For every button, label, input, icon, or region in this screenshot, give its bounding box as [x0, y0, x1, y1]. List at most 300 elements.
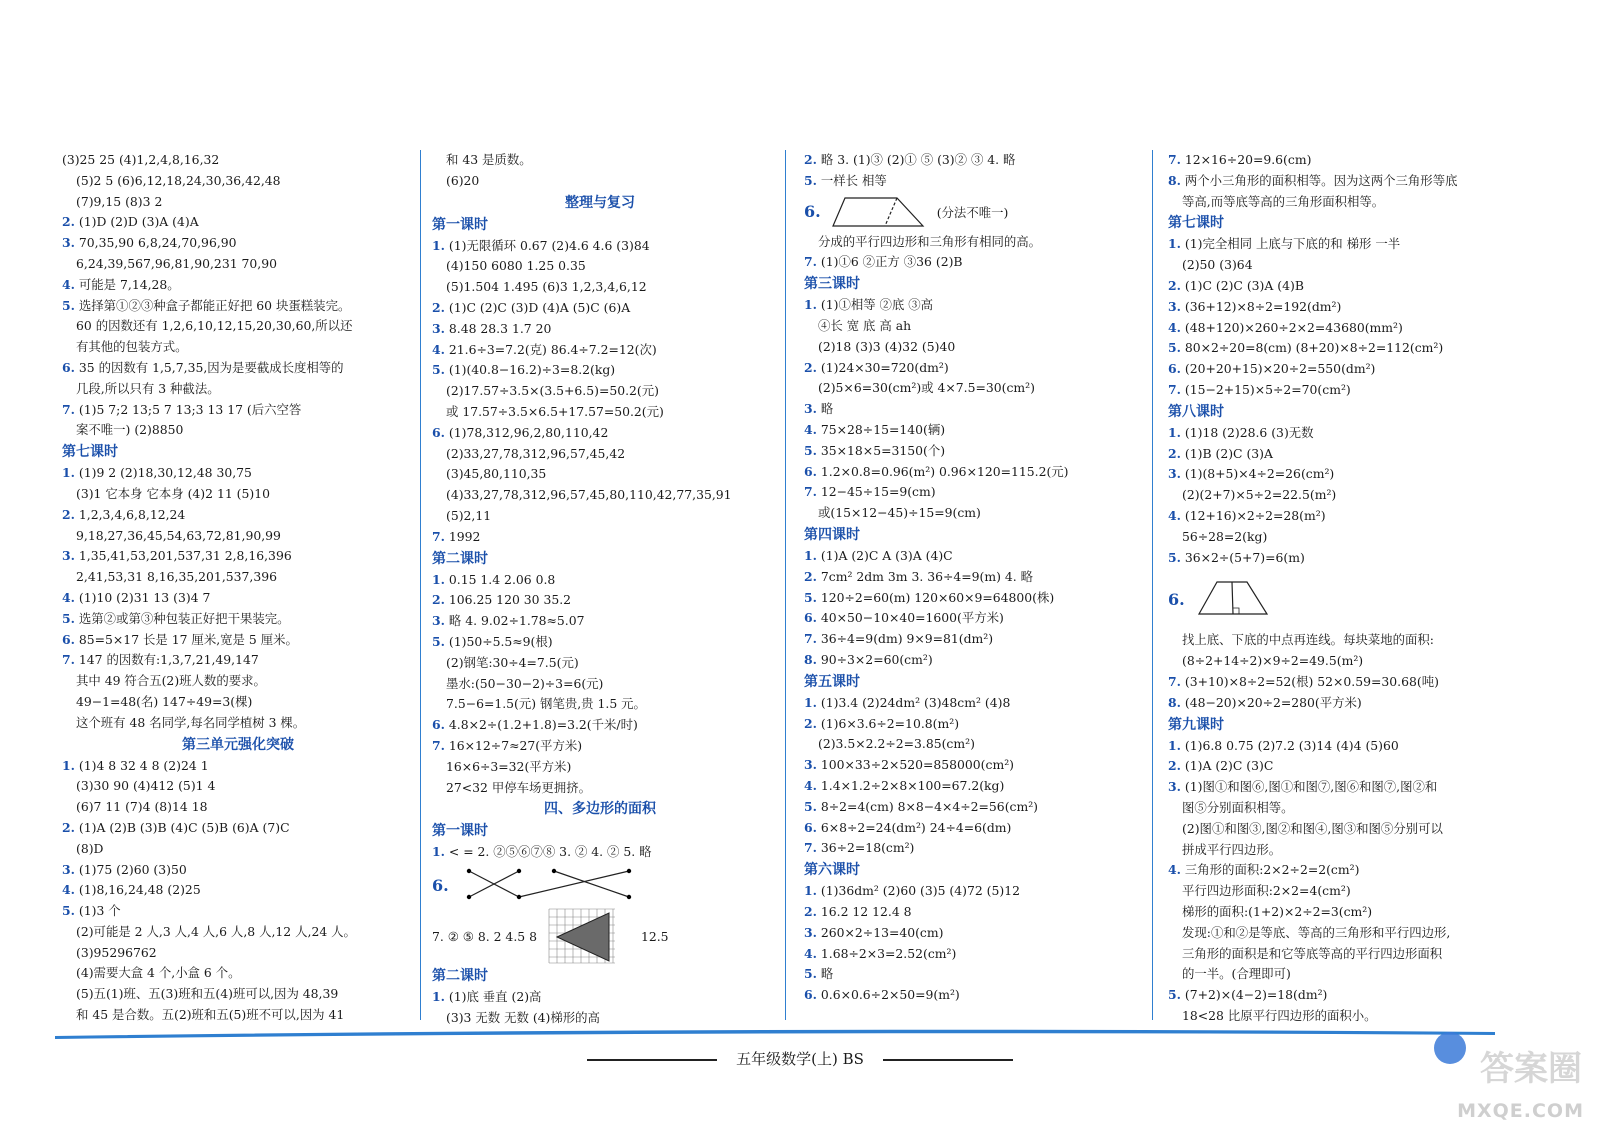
- answer-text: (15−2+15)×5÷2=70(cm²): [1184, 381, 1351, 397]
- answer-line: [1168, 964, 1540, 985]
- answer-line: [432, 150, 768, 171]
- answer-text: (8)D: [76, 840, 104, 856]
- answer-text: 略 4. 9.02÷1.78≈5.07: [448, 613, 585, 629]
- answer-line: [62, 839, 414, 860]
- answer-line: [1168, 234, 1540, 255]
- question-number: 6.: [1168, 589, 1185, 609]
- question-number: 7.: [804, 631, 817, 647]
- answer-line: [62, 860, 414, 881]
- answer-text: 和 43 是质数。: [446, 152, 532, 167]
- answer-line: [62, 484, 414, 505]
- answer-line: [804, 693, 1144, 714]
- answer-text: 36÷4=9(dm) 9×9=81(dm²): [820, 631, 994, 647]
- answer-text: 40×50−10×40=1600(平方米): [820, 610, 1004, 626]
- answer-text: 一样长 相等: [820, 172, 887, 188]
- answer-line: [62, 650, 414, 671]
- answer-text: 图⑤分别面积相等。: [1182, 799, 1294, 815]
- answer-line: [1168, 819, 1540, 840]
- answer-line: [804, 546, 1144, 567]
- answer-text: 16×6÷3=32(平方米): [446, 758, 572, 774]
- answer-line: [804, 567, 1144, 588]
- answer-text: (1)图①和图⑥,图①和图⑦,图⑥和图⑦,图②和: [1184, 779, 1438, 795]
- answer-line: [62, 818, 414, 839]
- answer-text: (1)①6 ②正方 ③36 (2)B: [820, 254, 963, 270]
- answer-text: (1)3.4 (2)24dm² (3)48cm² (4)8: [820, 694, 1011, 710]
- question-number: 7.: [432, 737, 445, 753]
- answer-line: [804, 755, 1144, 776]
- question-number: 1.: [804, 547, 817, 563]
- answer-text: 或(15×12−45)÷15=9(cm): [818, 505, 981, 521]
- answer-text: 16.2 12 12.4 8: [820, 903, 912, 919]
- question-number: 8.: [804, 651, 817, 667]
- answer-line: [432, 319, 768, 340]
- answer-text: (6)7 11 (7)4 (8)14 18: [76, 799, 208, 815]
- answer-line: [62, 526, 414, 547]
- answer-text: 其中 49 符合五(2)班人数的要求。: [76, 673, 266, 689]
- answer-line: [1168, 630, 1540, 651]
- answer-text: (3)30 90 (4)412 (5)1 4: [76, 778, 216, 794]
- answer-line: [62, 963, 414, 984]
- answer-text: (1)D (2)D (3)A (4)A: [78, 214, 199, 230]
- answer-text: (1)50÷5.5≈9(根): [448, 633, 553, 649]
- watermark-logo: [1410, 1020, 1590, 1130]
- answer-text: (3)45,80,110,35: [446, 466, 547, 482]
- answer-line: [62, 379, 414, 400]
- answer-line: [432, 715, 768, 736]
- question-number: 7.: [804, 254, 817, 270]
- question-number: 3.: [1168, 466, 1181, 482]
- question-number: 7.: [804, 840, 817, 856]
- watermark-text: MXQE.COM: [1457, 1100, 1584, 1122]
- answer-text: 75×28÷15=140(辆): [820, 421, 946, 437]
- answer-line: [1168, 444, 1540, 465]
- answer-line: [1168, 860, 1540, 881]
- answer-text: ④长 宽 底 高 ah: [818, 317, 912, 333]
- answer-line: [1168, 318, 1540, 339]
- question-number: 5.: [804, 442, 817, 458]
- answer-line: [1168, 150, 1540, 171]
- answer-text: (20+20+15)×20÷2=550(dm²): [1184, 361, 1376, 377]
- question-number: 3.: [1168, 298, 1181, 314]
- answer-text: 8÷2=4(cm) 8×8−4×4÷2=56(cm²): [820, 798, 1039, 814]
- answer-line: [432, 632, 768, 653]
- question-number: 3.: [62, 548, 75, 564]
- question-number: 1.: [62, 757, 75, 773]
- answer-text: 平行四边形面积:2×2=4(cm²): [1182, 883, 1351, 899]
- question-number: 6.: [804, 819, 817, 835]
- answer-line: [804, 171, 1144, 192]
- answer-line: [62, 192, 414, 213]
- section-heading: 第三课时: [804, 276, 860, 293]
- answer-line: [804, 902, 1144, 923]
- q7-q8-row: [432, 907, 768, 965]
- q6-parallelogram-figure: [804, 192, 1144, 232]
- question-number: 1.: [432, 989, 445, 1005]
- answer-text: (1)78,312,96,2,80,110,42: [448, 424, 609, 440]
- answer-line: [62, 150, 414, 171]
- answer-text: (1)5 7;2 13;5 7 13;3 13 17 (后六空答: [78, 401, 302, 417]
- answer-line: [62, 316, 414, 337]
- answer-line: [1168, 192, 1540, 213]
- question-number: 1.: [804, 883, 817, 899]
- answer-text: 60 的因数还有 1,2,6,10,12,15,20,30,60,所以还: [76, 318, 353, 334]
- answer-text: 有其他的包装方式。: [76, 339, 188, 355]
- answer-text: 7cm² 2dm 3m 3. 36÷4=9(m) 4. 略: [820, 568, 1034, 584]
- answer-text: 80×2÷20=8(cm) (8+20)×8÷2=112(cm²): [1184, 340, 1444, 356]
- answer-text: 147 的因数有:1,3,7,21,49,147: [78, 652, 259, 668]
- answer-line: [62, 171, 414, 192]
- answer-line: [432, 340, 768, 361]
- question-number: 2.: [804, 359, 817, 375]
- question-number: 4.: [1168, 507, 1181, 523]
- answer-line: [432, 485, 768, 506]
- footer-rule-right: [883, 1059, 1013, 1061]
- answer-line: [62, 296, 414, 317]
- answer-line: [804, 818, 1144, 839]
- answer-text: (48+120)×260÷2×2=43680(mm²): [1184, 319, 1403, 335]
- answer-text: (6)20: [446, 172, 480, 188]
- column-divider: [785, 150, 786, 1020]
- answer-text: 案不唯一) (2)8850: [76, 422, 184, 438]
- question-number: 4.: [804, 777, 817, 793]
- answer-text: 8.48 28.3 1.7 20: [448, 320, 552, 336]
- question-number: 2.: [62, 506, 75, 522]
- answer-text: 35 的因数有 1,5,7,35,因为是要截成长度相等的: [78, 359, 344, 375]
- matching-lines-diagram: [459, 865, 659, 905]
- section-heading: 第五课时: [804, 673, 860, 690]
- question-number: 2.: [1168, 445, 1181, 461]
- question-number: 2.: [432, 299, 445, 315]
- answer-text: (2)33,27,78,312,96,57,45,42: [446, 445, 626, 461]
- section-heading: 第二课时: [432, 550, 488, 567]
- question-number: 4.: [804, 421, 817, 437]
- question-number: 6.: [804, 202, 821, 222]
- answer-line: [804, 503, 1144, 524]
- question-number: 3.: [804, 924, 817, 940]
- question-number: 6.: [804, 610, 817, 626]
- answer-line: [804, 838, 1144, 859]
- question-number: 5.: [432, 362, 445, 378]
- answer-line: [432, 506, 768, 527]
- question-number: 4.: [1168, 862, 1181, 878]
- q7-answer: 7. ② ⑤ 8. 2 4.5 8: [432, 928, 537, 944]
- answer-text: 56÷28=2(kg): [1182, 528, 1268, 544]
- answer-text: (2)可能是 2 人,3 人,4 人,6 人,8 人,12 人,24 人。: [76, 923, 356, 939]
- answer-line: [62, 797, 414, 818]
- answer-text: (1)(8+5)×4÷2=26(cm²): [1184, 466, 1335, 482]
- q6-trapezoid-figure: [1168, 568, 1540, 630]
- answer-line: [804, 776, 1144, 797]
- answer-line: [432, 256, 768, 277]
- answer-text: 分成的平行四边形和三角形有相同的高。: [818, 233, 1042, 249]
- answer-text: 120÷2=60(m) 120×60×9=64800(株): [820, 589, 1055, 605]
- answer-text: (1)C (2)C (3)D (4)A (5)C (6)A: [448, 299, 631, 315]
- section-heading: 第三单元强化突破: [182, 736, 294, 753]
- answer-text: 21.6÷3=7.2(克) 86.4÷7.2=12(次): [448, 341, 657, 357]
- question-number: 6.: [62, 631, 75, 647]
- answer-line: [1168, 693, 1540, 714]
- answer-line: [62, 880, 414, 901]
- answer-line: [804, 295, 1144, 316]
- question-number: 8.: [1168, 694, 1181, 710]
- answer-line: [804, 462, 1144, 483]
- answer-text: (2)17.57÷3.5×(3.5+6.5)=50.2(元): [446, 383, 659, 399]
- answer-line: [432, 570, 768, 591]
- footer-title: [0, 1048, 1600, 1069]
- question-number: 7.: [804, 484, 817, 500]
- answer-line: [432, 277, 768, 298]
- answer-text: (36+12)×8÷2=192(dm²): [1184, 298, 1342, 314]
- answer-text: < = 2. ②⑤⑥⑦⑧ 3. ② 4. ② 5. 略: [448, 844, 652, 860]
- q8-answer-tail: 12.5: [640, 928, 669, 944]
- answer-text: (2)图①和图③,图②和图④,图③和图⑤分别可以: [1182, 820, 1443, 836]
- answer-line: [1168, 985, 1540, 1006]
- answer-line: [432, 464, 768, 485]
- answer-line: [62, 567, 414, 588]
- answer-line: [432, 674, 768, 695]
- answer-text: (2)(2+7)×5÷2=22.5(m²): [1182, 487, 1337, 503]
- answer-text: (4)33,27,78,312,96,57,45,80,110,42,77,35,91: [446, 487, 732, 503]
- answer-text: 9,18,27,36,45,54,63,72,81,90,99: [76, 527, 281, 543]
- question-number: 3.: [62, 861, 75, 877]
- answer-text: 0.6×0.6÷2×50=9(m²): [820, 987, 960, 1003]
- answer-text: 85=5×17 长是 17 厘米,宽是 5 厘米。: [78, 631, 298, 647]
- answer-line: [1168, 736, 1540, 757]
- answer-text: (4)需要大盒 4 个,小盒 6 个。: [76, 965, 241, 981]
- question-number: 5.: [804, 798, 817, 814]
- answer-line: [62, 420, 414, 441]
- question-number: 5.: [432, 633, 445, 649]
- question-number: 4.: [62, 276, 75, 292]
- answer-line: [62, 901, 414, 922]
- grid-triangle-figure: [547, 907, 617, 965]
- answer-line: [62, 546, 414, 567]
- section-heading: 第一课时: [432, 823, 488, 840]
- answer-line: [62, 756, 414, 777]
- question-number: 1.: [1168, 236, 1181, 252]
- section-heading: 第二课时: [432, 968, 488, 985]
- section-heading: 第一课时: [432, 216, 488, 233]
- answer-line: [804, 316, 1144, 337]
- question-number: 2.: [62, 819, 75, 835]
- answer-line: [804, 337, 1144, 358]
- question-number: 4.: [62, 589, 75, 605]
- answer-line: [1168, 464, 1540, 485]
- answer-text: (12+16)×2÷2=28(m²): [1184, 507, 1326, 523]
- answer-text: (5)2 5 (6)6,12,18,24,30,36,42,48: [76, 172, 281, 188]
- answer-text: 选第②或第③种包装正好把干果装完。: [78, 610, 290, 626]
- answer-text: 拼成平行四边形。: [1182, 841, 1282, 857]
- answer-text: (2)5×6=30(cm²)或 4×7.5=30(cm²): [818, 380, 1035, 396]
- answer-line: [62, 713, 414, 734]
- answer-line: [804, 252, 1144, 273]
- answer-text: 16×12÷7≈27(平方米): [448, 737, 583, 753]
- question-number: 5.: [804, 966, 817, 982]
- answer-line: [1168, 506, 1540, 527]
- answer-line: [62, 630, 414, 651]
- answer-text: 三角形的面积是和它等底等高的平行四边形面积: [1182, 945, 1443, 961]
- answer-line: [432, 611, 768, 632]
- answer-text: 18<28 比原平行四边形的面积小。: [1182, 1007, 1377, 1023]
- q6-matching-figure: [432, 863, 768, 907]
- answer-text: 36×2÷(5+7)=6(m): [1184, 549, 1305, 565]
- answer-line: [1168, 944, 1540, 965]
- answer-line: [804, 608, 1144, 629]
- question-number: 2.: [62, 214, 75, 230]
- answer-text: 106.25 120 30 35.2: [448, 592, 572, 608]
- answer-line: [804, 629, 1144, 650]
- answer-line: [804, 420, 1144, 441]
- answer-text: (1)8,16,24,48 (2)25: [78, 882, 201, 898]
- answer-text: 1,35,41,53,201,537,31 2,8,16,396: [78, 548, 292, 564]
- answer-column-3: [804, 150, 1144, 1030]
- answer-line: [1168, 380, 1540, 401]
- question-number: 1.: [432, 571, 445, 587]
- answer-line: [432, 653, 768, 674]
- question-number: 5.: [62, 903, 75, 919]
- answer-text: (1)无限循环 0.67 (2)4.6 4.6 (3)84: [448, 237, 650, 253]
- answer-line: [62, 233, 414, 254]
- answer-line: [432, 444, 768, 465]
- question-number: 2.: [432, 592, 445, 608]
- answer-text: (1)(40.8−16.2)÷3=8.2(kg): [448, 362, 616, 378]
- answer-line: [804, 964, 1144, 985]
- answer-text: 90÷3×2=60(cm²): [820, 651, 933, 667]
- answer-line: [62, 943, 414, 964]
- answer-line: [62, 776, 414, 797]
- answer-text: (1)4 8 32 4 8 (2)24 1: [78, 757, 209, 773]
- answer-text: 这个班有 48 名同学,每名同学植树 3 棵。: [76, 714, 306, 730]
- answer-text: 7.5−6=1.5(元) 钢笔贵,贵 1.5 元。: [446, 696, 646, 712]
- answer-text: (1)9 2 (2)18,30,12,48 30,75: [78, 465, 252, 481]
- question-number: 1.: [804, 694, 817, 710]
- question-number: 8.: [1168, 172, 1181, 188]
- question-number: 7.: [1168, 152, 1181, 167]
- answer-line: [62, 463, 414, 484]
- section-heading: 第七课时: [62, 444, 118, 461]
- answer-line: [432, 590, 768, 611]
- answer-text: 三角形的面积:2×2÷2=2(cm²): [1184, 862, 1360, 878]
- answer-line: [432, 842, 768, 863]
- answer-text: 0.15 1.4 2.06 0.8: [448, 571, 556, 587]
- answer-text: 49−1=48(名) 147÷49=3(棵): [76, 693, 253, 709]
- answer-text: (48−20)×20÷2=280(平方米): [1184, 694, 1362, 710]
- footer-band: [55, 1026, 1495, 1040]
- question-number: 7.: [1168, 381, 1181, 397]
- answer-text: 的一半。(合理即可): [1182, 966, 1291, 982]
- answer-line: [804, 441, 1144, 462]
- question-number: 2.: [804, 152, 817, 167]
- section-heading: 整理与复习: [565, 194, 635, 211]
- answer-text: (3)3 无数 无数 (4)梯形的高: [446, 1009, 600, 1025]
- question-number: 6.: [432, 424, 445, 440]
- answer-line: [432, 381, 768, 402]
- answer-column-2: [432, 150, 768, 1030]
- answer-line: [1168, 672, 1540, 693]
- answer-line: [1168, 423, 1540, 444]
- answer-line: [804, 150, 1144, 171]
- answer-line: [1168, 777, 1540, 798]
- answer-text: (1)完全相同 上底与下底的和 梯形 一半: [1184, 236, 1401, 252]
- answer-text: (3)95296762: [76, 944, 157, 960]
- answer-line: [62, 212, 414, 233]
- question-number: 5.: [1168, 340, 1181, 356]
- question-number: 2.: [1168, 758, 1181, 774]
- question-number: 3.: [432, 320, 445, 336]
- question-number: 3.: [62, 235, 75, 251]
- question-number: 2.: [804, 715, 817, 731]
- question-number: 6.: [62, 359, 75, 375]
- answer-text: 略 3. (1)③ (2)① ⑤ (3)② ③ 4. 略: [820, 152, 1016, 167]
- answer-line: [1168, 756, 1540, 777]
- question-number: 1.: [432, 237, 445, 253]
- answer-line: [1168, 338, 1540, 359]
- answer-text: (1)①相等 ②底 ③高: [820, 297, 934, 313]
- answer-text: 墨水:(50−30−2)÷3=6(元): [446, 675, 604, 691]
- question-number: 2.: [1168, 277, 1181, 293]
- question-number: 1.: [62, 465, 75, 481]
- answer-text: (7)9,15 (8)3 2: [76, 193, 163, 209]
- answer-line: [804, 881, 1144, 902]
- answer-line: [62, 609, 414, 630]
- question-number: 7.: [432, 528, 445, 544]
- question-number: 2.: [804, 568, 817, 584]
- answer-text: (1)3 个: [78, 903, 121, 919]
- answer-text: 或 17.57÷3.5×6.5+17.57=50.2(元): [446, 403, 664, 419]
- question-number: 4.: [1168, 319, 1181, 335]
- answer-line: [62, 984, 414, 1005]
- answer-line: [804, 232, 1144, 253]
- answer-line: [62, 671, 414, 692]
- answer-column-1: [62, 150, 414, 1030]
- answer-line: [1168, 840, 1540, 861]
- question-number: 1.: [432, 844, 445, 860]
- answer-text: 12×16÷20=9.6(cm): [1184, 152, 1312, 167]
- answer-text: (5)五(1)班、五(3)班和五(4)班可以,因为 48,39: [76, 986, 339, 1002]
- trapezoid-midline-diagram: [1195, 574, 1275, 624]
- answer-line: [1168, 881, 1540, 902]
- question-number: 5.: [62, 297, 75, 313]
- answer-text: (2)3.5×2.2÷2=3.85(cm²): [818, 736, 975, 752]
- answer-text: (1)75 (2)60 (3)50: [78, 861, 187, 877]
- answer-line: [62, 400, 414, 421]
- answer-line: [1168, 485, 1540, 506]
- question-number: 6.: [432, 717, 445, 733]
- answer-text: 选择第①②③种盒子都能正好把 60 块蛋糕装完。: [78, 297, 351, 313]
- answer-text: 100×33÷2×520=858000(cm²): [820, 757, 1014, 773]
- answer-text: (1)B (2)C (3)A: [1184, 445, 1273, 461]
- answer-line: [62, 692, 414, 713]
- section-heading: 第七课时: [1168, 215, 1224, 232]
- question-number: 4.: [62, 882, 75, 898]
- answer-text: 1.68÷2×3=2.52(cm²): [820, 945, 957, 961]
- question-number: 3.: [1168, 779, 1181, 795]
- answer-line: [432, 402, 768, 423]
- figure-note: (分法不唯一): [936, 204, 1009, 220]
- answer-text: 1.2×0.8=0.96(m²) 0.96×120=115.2(元): [820, 463, 1069, 479]
- answer-text: 略: [820, 966, 834, 982]
- answer-line: [804, 358, 1144, 379]
- answer-text: 找上底、下底的中点再连线。每块菜地的面积:: [1182, 632, 1434, 648]
- question-number: 7.: [62, 652, 75, 668]
- answer-line: [804, 714, 1144, 735]
- section-heading: 第八课时: [1168, 403, 1224, 420]
- answer-line: [804, 588, 1144, 609]
- answer-line: [1168, 798, 1540, 819]
- question-number: 3.: [804, 757, 817, 773]
- answer-text: (1)6×3.6÷2=10.8(m²): [820, 715, 960, 731]
- answer-line: [62, 254, 414, 275]
